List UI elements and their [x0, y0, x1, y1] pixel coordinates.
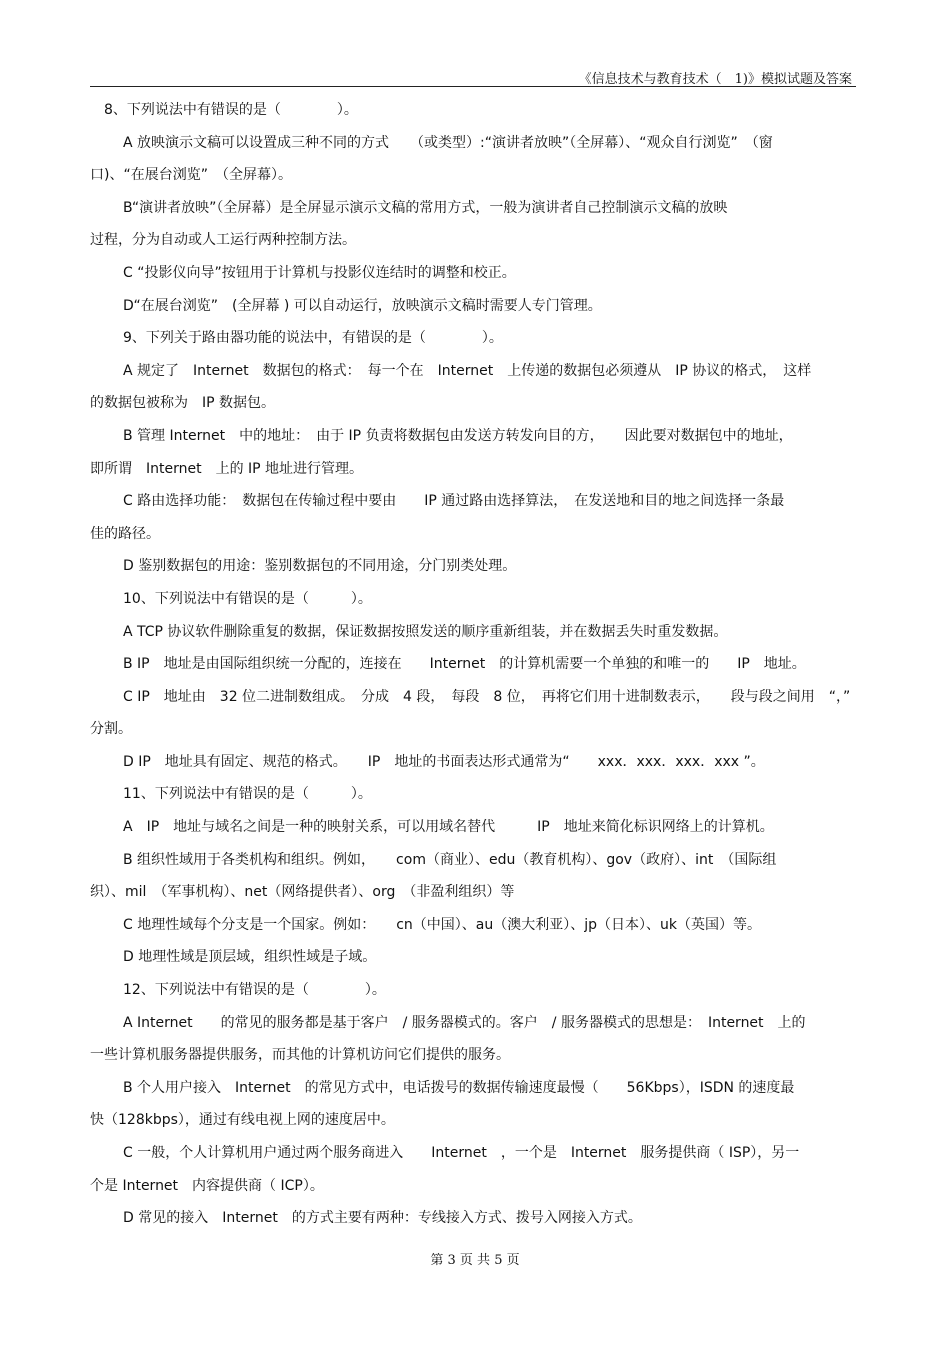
- text-line: 过程，分为自动或人工运行两种控制方法。: [90, 232, 356, 249]
- text-line: D 常见的接入 Internet 的方式主要有两种：专线接入方式、拨号入网接入方式。: [123, 1210, 642, 1227]
- header-title: 《信息技术与教育技术（ 1)》模拟试题及答案: [578, 72, 852, 87]
- text-line: C 地理性域每个分支是一个国家。例如： cn（中国）、au（澳大利亚）、jp（日本）、uk（英国）等。: [123, 916, 762, 933]
- text-line: C IP 地址由 32 位二进制数组成。 分成 4 段， 每段 8 位， 再将它们用十进制数表示， 段与段之间用 “，”: [123, 688, 851, 705]
- text-line: A Internet 的常见的服务都是基于客户 / 服务器模式的。客户 / 服务器模式的思想是： Internet 上的: [123, 1014, 806, 1031]
- text-line: 12、下列说法中有错误的是（ ）。: [123, 982, 386, 999]
- text-line: B 个人用户接入 Internet 的常见方式中，电话拨号的数据传输速度最慢（ 56Kbps），ISDN 的速度最: [123, 1079, 795, 1096]
- document-body: [90, 94, 860, 1235]
- text-line: 佳的路径。: [90, 525, 160, 542]
- text-line: 个是 Internet 内容提供商（ ICP）。: [90, 1177, 324, 1194]
- text-line: 8、下列说法中有错误的是（ ）。: [104, 102, 358, 118]
- text-line: D“在展台浏览” (全屏幕 ) 可以自动运行，放映演示文稿时需要人专门管理。: [123, 297, 602, 314]
- text-line: B 管理 Internet 中的地址： 由于 IP 负责将数据包由发送方转发向目的方， 因此要对数据包中的地址，: [123, 427, 793, 444]
- text-line: A 放映演示文稿可以设置成三种不同的方式 （或类型）:“演讲者放映”（全屏幕）、“观众自行浏览” （窗: [123, 134, 773, 151]
- text-line: 分割。: [90, 721, 132, 738]
- text-line: B IP 地址是由国际组织统一分配的，连接在 Internet 的计算机需要一个单独的和唯一的 IP 地址。: [123, 656, 806, 673]
- text-line: 即所谓 Internet 上的 IP 地址进行管理。: [90, 460, 364, 477]
- text-line: 10、下列说法中有错误的是（ ）。: [123, 590, 372, 607]
- text-line: D IP 地址具有固定、规范的格式。 IP 地址的书面表达形式通常为“ xxx．xxx．xxx．xxx ”。: [123, 753, 765, 770]
- page-header: [90, 66, 856, 87]
- text-line: 口)、“在展台浏览” （全屏幕）。: [90, 167, 292, 184]
- text-line: A 规定了 Internet 数据包的格式： 每一个在 Internet 上传递的数据包必须遵从 IP 协议的格式， 这样: [123, 362, 812, 379]
- text-line: 的数据包被称为 IP 数据包。: [90, 395, 276, 412]
- text-line: B“演讲者放映”（全屏幕）是全屏显示演示文稿的常用方式，一般为演讲者自己控制演示文稿的放映: [123, 199, 728, 216]
- text-line: D 鉴别数据包的用途：鉴别数据包的不同用途，分门别类处理。: [123, 558, 517, 575]
- text-line: A IP 地址与域名之间是一种的映射关系，可以用域名替代 IP 地址来简化标识网络上的计算机。: [123, 819, 774, 836]
- text-line: C 路由选择功能： 数据包在传输过程中要由 IP 通过路由选择算法， 在发送地和目的地之间选择一条最: [123, 493, 785, 510]
- text-line: C “投影仪向导”按钮用于计算机与投影仪连结时的调整和校正。: [123, 264, 516, 281]
- text-line: 9、下列关于路由器功能的说法中，有错误的是（ ）。: [123, 330, 503, 347]
- text-line: A TCP 协议软件删除重复的数据，保证数据按照发送的顺序重新组装，并在数据丢失时重发数据。: [123, 623, 728, 640]
- text-line: 一些计算机服务器提供服务，而其他的计算机访问它们提供的服务。: [90, 1047, 510, 1064]
- text-line: 织）、mil （军事机构）、net（网络提供者）、org （非盈利组织）等: [90, 884, 515, 901]
- text-line: B 组织性域用于各类机构和组织。例如， com（商业）、edu（教育机构）、gov（政府）、int （国际组: [123, 851, 777, 868]
- text-line: C 一般，个人计算机用户通过两个服务商进入 Internet ，一个是 Internet 服务提供商（ ISP），另一: [123, 1145, 800, 1161]
- text-line: 11、下列说法中有错误的是（ ）。: [123, 786, 372, 803]
- text-line: D 地理性域是顶层域，组织性域是子域。: [123, 949, 377, 966]
- text-line: 快（128kbps），通过有线电视上网的速度居中。: [90, 1112, 395, 1129]
- page-number: 第 3 页 共 5 页: [430, 1253, 520, 1268]
